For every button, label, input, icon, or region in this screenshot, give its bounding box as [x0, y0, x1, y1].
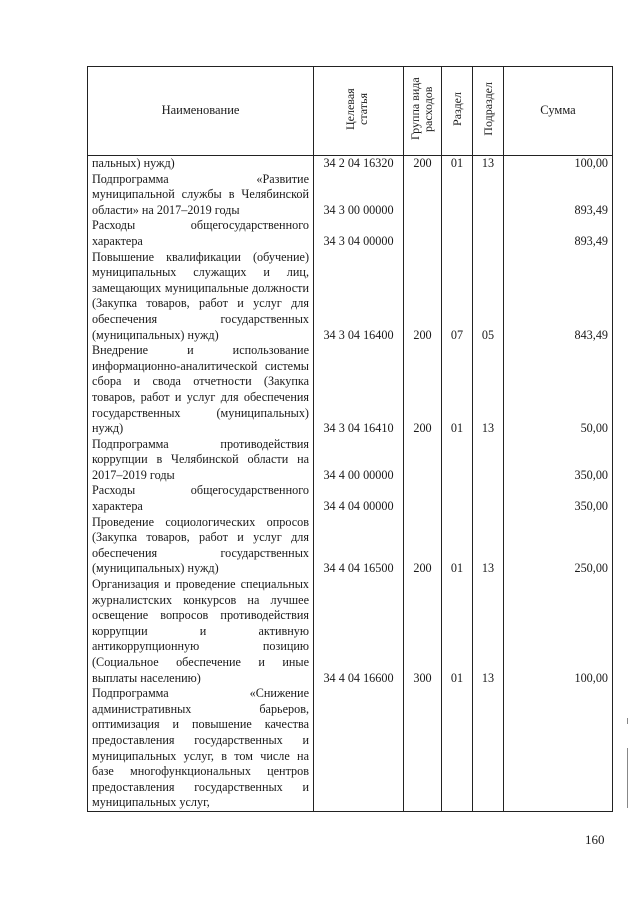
row-section: 07 — [442, 250, 473, 344]
row-subsection — [473, 437, 504, 484]
row-section — [442, 172, 473, 219]
row-section: 01 — [442, 156, 473, 172]
table-row — [88, 156, 613, 172]
row-name: Организация и проведение специальных журналистских конкурсов на лучшее освещение вопросов противодействия коррупции и активную антикоррупционную позицию (Социальное обеспечение и иные выплаты населению) — [88, 577, 314, 686]
header-subsection-cell — [473, 67, 504, 156]
row-name: Подпрограмма «Снижение административных барьеров, оптимизация и повышение качества предоставления государственных и муниципальных услуг, в том числе на базе многофункциональных центров предоставления государственных и муниципальных услуг, — [88, 686, 314, 811]
table-row — [88, 686, 613, 811]
row-group: 200 — [404, 250, 442, 344]
row-name: Внедрение и использование информационно-аналитической системы сбора и свода отчетности (Закупка товаров, работ и услуг для обеспечения государственных (муниципальных) нужд) — [88, 343, 314, 437]
page-number: 160 — [585, 832, 605, 847]
row-sum: 893,49 — [504, 218, 613, 249]
row-group — [404, 483, 442, 514]
budget-page — [87, 66, 612, 812]
row-group: 200 — [404, 515, 442, 577]
row-section — [442, 686, 473, 811]
row-code: 34 4 04 00000 — [314, 483, 404, 514]
row-sum: 350,00 — [504, 483, 613, 514]
header-section: Раздел — [449, 91, 464, 126]
row-name: Расходы общегосударственного характера — [88, 483, 314, 514]
row-code: 34 4 04 16500 — [314, 515, 404, 577]
row-name: Подпрограмма противодействия коррупции в Челябинской области на 2017–2019 годы — [88, 437, 314, 484]
row-subsection: 05 — [473, 250, 504, 344]
row-sum: 893,49 — [504, 172, 613, 219]
row-group — [404, 437, 442, 484]
row-group — [404, 172, 442, 219]
row-group: 300 — [404, 577, 442, 686]
row-subsection — [473, 483, 504, 514]
row-name: Подпрограмма «Развитие муниципальной службы в Челябинской области» на 2017–2019 годы — [88, 172, 314, 219]
header-sum: Сумма — [504, 67, 613, 156]
row-code: 34 4 00 00000 — [314, 437, 404, 484]
header-name: Наименование — [88, 67, 314, 156]
row-code: 34 3 04 00000 — [314, 218, 404, 249]
row-group: 200 — [404, 343, 442, 437]
row-subsection: 13 — [473, 156, 504, 172]
row-sum: 250,00 — [504, 515, 613, 577]
scan-edge-mark — [627, 748, 628, 808]
table-row — [88, 172, 613, 219]
row-sum: 50,00 — [504, 343, 613, 437]
table-row — [88, 343, 613, 437]
row-sum — [504, 686, 613, 811]
row-sum: 100,00 — [504, 156, 613, 172]
row-subsection — [473, 172, 504, 219]
header-subsection: Подраздел — [480, 81, 495, 136]
header-group-cell — [404, 67, 442, 156]
table-row — [88, 218, 613, 249]
table-row — [88, 437, 613, 484]
row-section — [442, 483, 473, 514]
row-code: 34 3 04 16410 — [314, 343, 404, 437]
row-subsection: 13 — [473, 515, 504, 577]
row-subsection: 13 — [473, 343, 504, 437]
row-code: 34 3 04 16400 — [314, 250, 404, 344]
header-section-cell — [442, 67, 473, 156]
row-code — [314, 686, 404, 811]
row-sum: 843,49 — [504, 250, 613, 344]
row-section: 01 — [442, 515, 473, 577]
row-section — [442, 437, 473, 484]
row-code: 34 3 00 00000 — [314, 172, 404, 219]
row-name: Повышение квалификации (обучение) муниципальных служащих и лиц, замещающих муниципальные должности (Закупка товаров, работ и услуг для обеспечения государственных (муниципальных) нужд) — [88, 250, 314, 344]
table-header-row — [88, 67, 613, 156]
row-group — [404, 686, 442, 811]
header-group: Группа вида расходов — [407, 77, 435, 141]
table-row — [88, 250, 613, 344]
row-section: 01 — [442, 343, 473, 437]
row-sum: 350,00 — [504, 437, 613, 484]
row-group: 200 — [404, 156, 442, 172]
row-subsection — [473, 218, 504, 249]
row-sum: 100,00 — [504, 577, 613, 686]
table-row — [88, 577, 613, 686]
row-section — [442, 218, 473, 249]
row-section: 01 — [442, 577, 473, 686]
table-row — [88, 515, 613, 577]
row-code: 34 4 04 16600 — [314, 577, 404, 686]
row-group — [404, 218, 442, 249]
row-name: Расходы общегосударственного характера — [88, 218, 314, 249]
row-code: 34 2 04 16320 — [314, 156, 404, 172]
row-subsection: 13 — [473, 577, 504, 686]
row-subsection — [473, 686, 504, 811]
row-name: пальных) нужд) — [88, 156, 314, 172]
row-name: Проведение социологических опросов (Закупка товаров, работ и услуг для обеспечения государственных (муниципальных) нужд) — [88, 515, 314, 577]
header-code-cell — [314, 67, 404, 156]
budget-table — [87, 66, 613, 812]
table-row — [88, 483, 613, 514]
header-code: Целевая статья — [342, 87, 370, 130]
scan-edge-mark — [627, 718, 628, 724]
